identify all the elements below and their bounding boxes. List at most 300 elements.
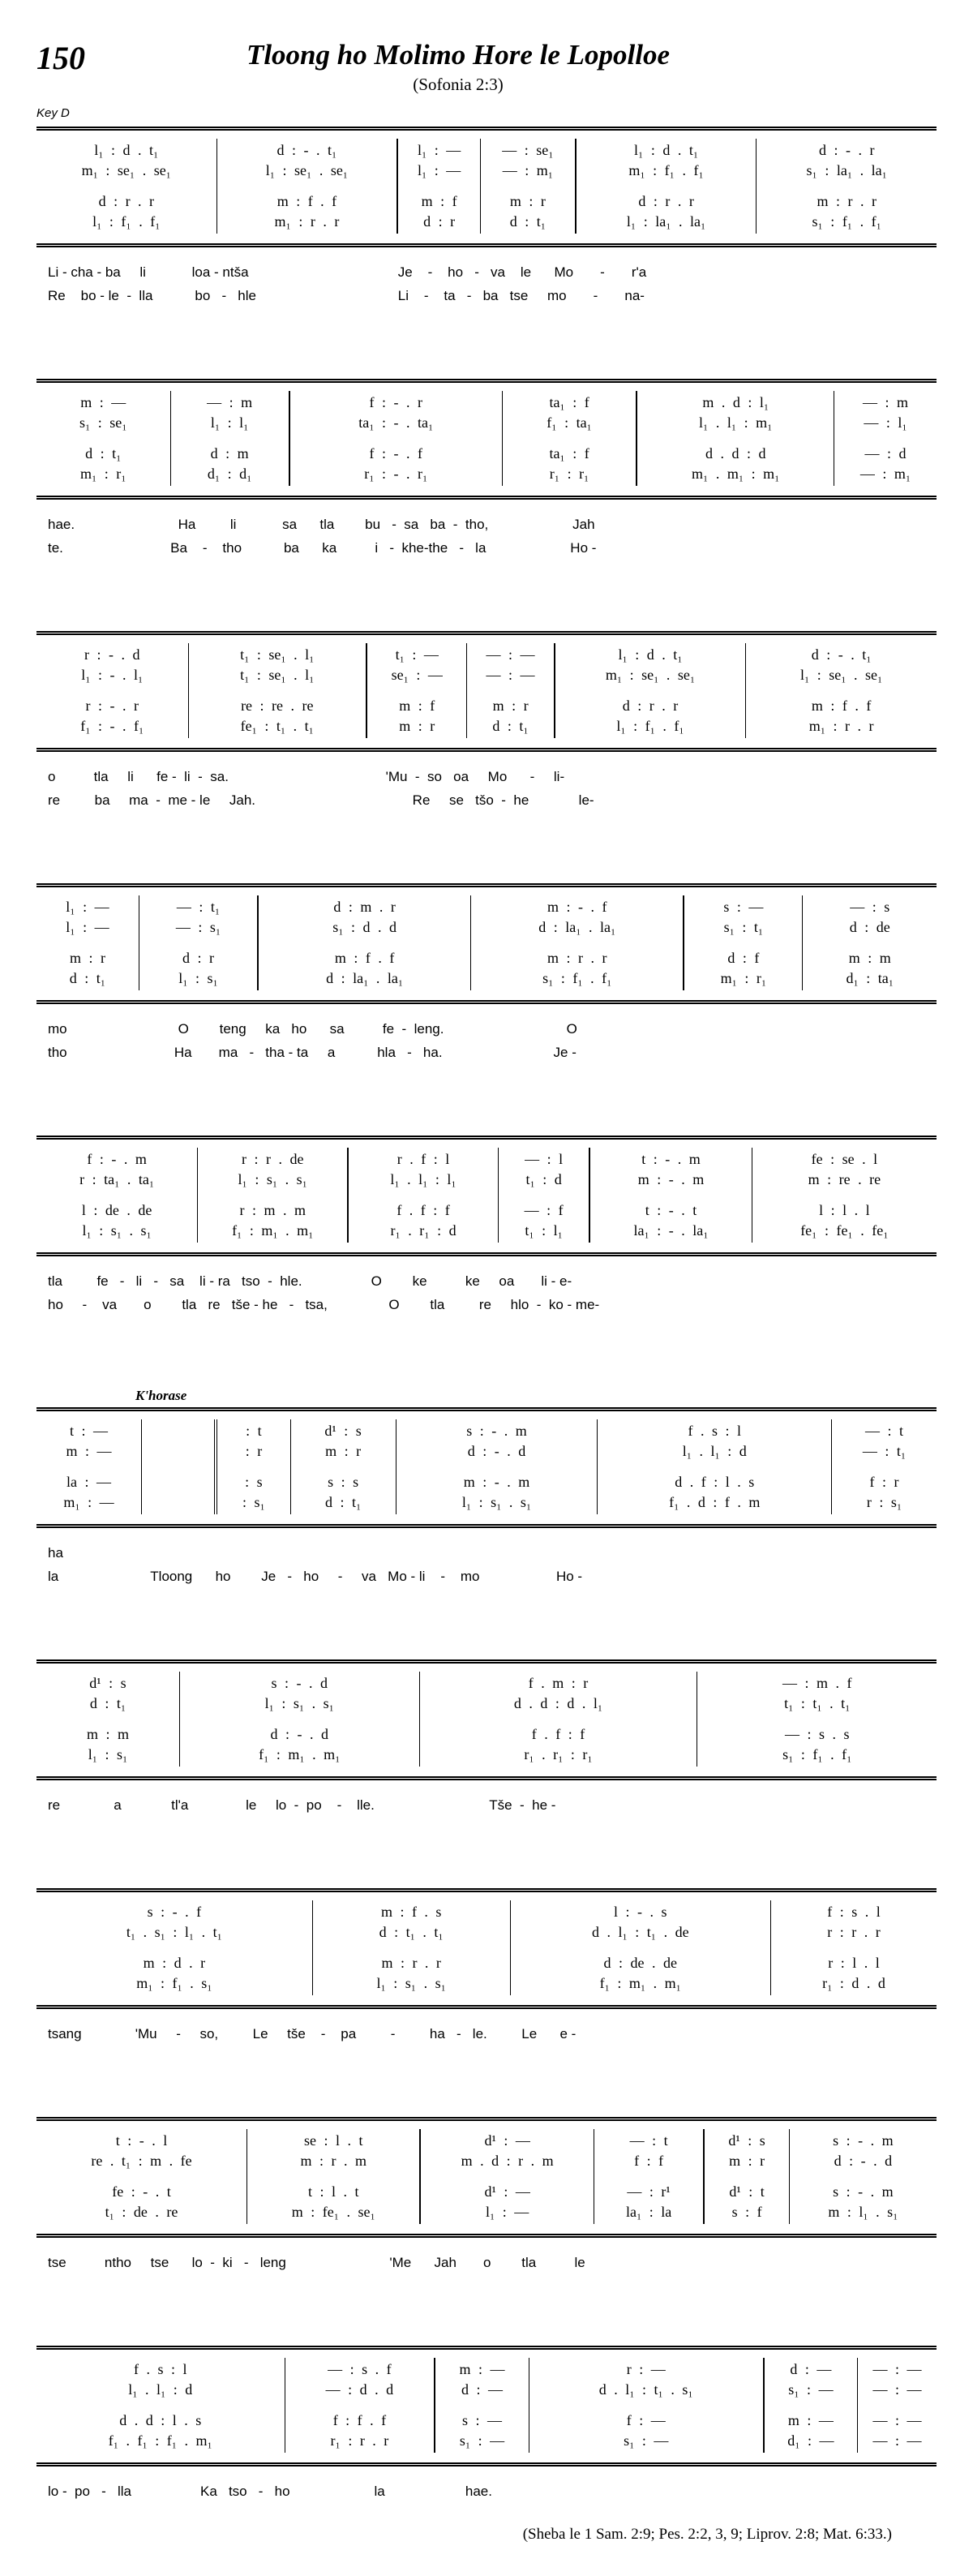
solfa-bass: l₁ : s₁ . s₁ [82,1222,152,1239]
solfa-bass: s₁ : f₁ . f₁ [542,970,612,986]
solfa-bass: f₁ : m₁ . m₁ [599,1975,681,1991]
solfa-tenor: ta₁ : f [549,445,589,462]
measure-cell [434,2358,528,2453]
solfa-bass: r₁ . r₁ : d [390,1222,456,1239]
solfa-tenor: d : r . r [638,193,694,209]
solfa-soprano: d¹ : s [324,1423,362,1439]
solfa-bass: t₁ : de . re [105,2204,178,2220]
lyrics-line: ho - va o tla re tše - he - tsa, O tla re hlo - ko - me- [48,1297,600,1312]
solfa-soprano: d¹ : — [484,2132,530,2149]
solfa-soprano: f : - . r [369,394,422,410]
solfa-tenor: d : r [182,950,214,966]
solfa-alto: d : — [461,2381,503,2398]
solfa-alto: ta₁ : - . ta₁ [358,414,434,431]
solfa-tenor: t : l . t [308,2183,359,2200]
solfa-alto: l₁ : l₁ [210,414,249,431]
solfa-tenor: d : r . r [622,698,679,714]
solfa-tenor: m : r [509,193,546,209]
solfa-alto: s₁ : se₁ [79,414,127,431]
solfa-alto: m : r [325,1443,362,1459]
solfa-alto: l₁ : se₁ . se₁ [800,667,883,683]
lyrics-line: mo O teng ka ho sa fe - leng. O [48,1021,577,1037]
solfa-alto: d . d : d . l₁ [513,1695,603,1711]
lyrics-line: re ba ma - me - le Jah. Re se tšo - he le- [48,792,594,808]
solfa-bass: r₁ : r . r [330,2432,389,2449]
solfa-soprano: se : l . t [304,2132,363,2149]
measure-cell [834,391,937,486]
solfa-alto: s₁ : t₁ [723,919,764,935]
solfa-soprano: f . m : r [528,1675,589,1691]
solfa-bass: m₁ : r . r [808,718,874,734]
solfa-soprano: t : - . l [115,2132,168,2149]
solfa-soprano: — : m [207,394,253,410]
lyrics-line: Re bo - le - lla bo - hle Li - ta - ba tse mo - na- [48,288,645,303]
staff-box [36,127,937,247]
solfa-bass: d : t₁ [69,970,106,986]
measure-cell [36,1672,179,1767]
system-5 [36,1136,937,1316]
solfa-soprano: l₁ : d . t₁ [634,142,699,158]
measure-cell [257,895,470,990]
solfa-tenor: f . f : f [396,1202,450,1218]
solfa-alto: se₁ : — [391,667,443,683]
measure-cell [419,2129,593,2224]
solfa-bass: s₁ : — [624,2432,669,2449]
lyrics [36,1793,937,1817]
page-title: Tloong ho Molimo Hore le Lopolloe [246,39,671,71]
solfa-alto: — : m₁ [502,162,553,178]
solfa-soprano: — : — [872,2361,922,2377]
hymn-number: 150 [36,40,85,76]
measure-cell [554,643,746,738]
solfa-soprano: : t [246,1423,262,1439]
solfa-soprano: fe : se . l [811,1151,878,1167]
system-9 [36,2117,937,2274]
measure-cell [197,1148,347,1243]
solfa-soprano: — : t [865,1423,904,1439]
solfa-soprano: — : m . f [782,1675,852,1691]
lyrics [36,260,937,307]
solfa-tenor: d : m [210,445,249,462]
lyrics-line: tla fe - li - sa li - ra tso - hle. O ke ke oa li - e- [48,1273,572,1289]
staff-box [36,883,937,1004]
solfa-bass: s₁ : — [459,2432,505,2449]
solfa-alto: — : — [486,667,535,683]
solfa-bass: r₁ . r₁ : r₁ [524,1746,593,1762]
solfa-bass: d : t₁ [324,1494,362,1510]
solfa-tenor: re : re . re [241,698,314,714]
solfa-tenor: f : — [626,2412,666,2428]
solfa-bass: s₁ : f₁ . f₁ [812,213,881,230]
solfa-alto: d . l₁ : t₁ . s₁ [598,2381,693,2398]
staff-box [36,1407,937,1528]
solfa-soprano: — : t₁ [176,899,221,915]
solfa-alto: t₁ : t₁ . t₁ [784,1695,851,1711]
solfa-alto: d : - . d [834,2153,893,2169]
measure-cell [510,1900,770,1995]
lyrics [36,2479,937,2503]
solfa-tenor: r : - . r [85,698,139,714]
measure-cell [36,1148,197,1243]
music-systems [36,127,937,2503]
solfa-soprano: m : — [80,394,126,410]
solfa-soprano: m : — [459,2361,505,2377]
system-6 [36,1388,937,1588]
solfa-tenor: m : f . f [276,193,337,209]
measure-cell [419,1672,697,1767]
measure-cell [745,643,937,738]
solfa-tenor: d . f : l . s [675,1474,755,1490]
solfa-tenor: la : — [66,1474,111,1490]
title-wrap [126,39,937,95]
solfa-tenor: l : de . de [81,1202,152,1218]
solfa-alto: l₁ : s₁ . s₁ [264,1695,334,1711]
solfa-tenor: m : r [492,698,529,714]
footer-citation: (Sheba le 1 Sam. 2:9; Pes. 2:2, 3, 9; Liprov. 2:8; Mat. 6:33.) [522,2526,892,2543]
solfa-tenor: d . d : l . s [119,2412,202,2428]
solfa-tenor: d : de . de [603,1955,678,1971]
solfa-bass: l₁ : — [486,2204,529,2220]
solfa-soprano: — : m [863,394,909,410]
solfa-tenor: d : f [727,950,760,966]
measure-cell [170,391,289,486]
solfa-tenor: — : f [524,1202,564,1218]
solfa-bass: d : r [423,213,456,230]
solfa-bass: d : t₁ [492,718,529,734]
lyrics [36,1541,937,1588]
solfa-soprano: s : - . m [833,2132,894,2149]
lyrics-line: tsang 'Mu - so, Le tše - pa - ha - le. Le e - [48,2026,577,2041]
solfa-alto: — : d . d [325,2381,394,2398]
solfa-tenor: fe : - . t [112,2183,171,2200]
solfa-alto: l₁ : — [66,919,109,935]
solfa-bass: la₁ : la [625,2204,672,2220]
measure-cell [36,1900,312,1995]
system-8 [36,1888,937,2046]
measure-cell [36,139,216,234]
solfa-bass: d : t₁ [509,213,546,230]
measure-cell [703,2129,788,2224]
solfa-soprano: l₁ : — [417,142,461,158]
staff-box [36,1888,937,2009]
solfa-tenor: — : s . s [784,1726,850,1742]
solfa-tenor: f : - . f [369,445,422,462]
system-1 [36,127,937,307]
solfa-bass: l₁ : la₁ . la₁ [626,213,706,230]
measure-cell [285,2358,435,2453]
measure-cell [289,391,502,486]
solfa-bass: d₁ : ta₁ [846,970,894,986]
solfa-alto: l₁ . l₁ : l₁ [390,1171,456,1187]
solfa-bass: : s₁ [242,1494,265,1510]
staff-box [36,1136,937,1256]
solfa-alto: — : — [872,2381,922,2398]
lyrics [36,1017,937,1064]
solfa-bass: fe₁ : t₁ . t₁ [240,718,314,734]
solfa-soprano: f : s . l [827,1904,881,1920]
solfa-alto: f : f [634,2153,664,2169]
solfa-alto: re . t₁ : m . fe [91,2153,192,2169]
lyrics [36,2251,937,2274]
measure-cell [396,139,480,234]
lyrics [36,2022,937,2046]
solfa-tenor: f : f . f [332,2412,387,2428]
solfa-bass: m₁ : r₁ [720,970,767,986]
measure-cell [589,1148,751,1243]
solfa-bass: d₁ : d₁ [207,466,252,482]
solfa-soprano: ta₁ : f [549,394,589,410]
solfa-bass: r₁ : d . d [822,1975,885,1991]
solfa-soprano: — : s [850,899,890,915]
solfa-bass: f₁ : m₁ . m₁ [259,1746,341,1762]
solfa-alto: m : - . m [637,1171,705,1187]
solfa-soprano: f : - . m [87,1151,147,1167]
solfa-soprano: d¹ : s [728,2132,765,2149]
solfa-soprano: f . s : l [688,1423,742,1439]
solfa-alto: s₁ : d . d [332,919,397,935]
measure-cell [312,1900,510,1995]
solfa-tenor: m : f . f [811,698,872,714]
solfa-alto: d . l₁ : t₁ . de [592,1924,689,1940]
solfa-soprano: f . s : l [134,2361,187,2377]
solfa-soprano: — : s . f [328,2361,392,2377]
solfa-alto: l₁ : se₁ . se₁ [265,162,349,178]
measure-cell [752,1148,937,1243]
measure-cell [575,139,757,234]
solfa-tenor: m : - . m [463,1474,530,1490]
measure-cell [597,1419,831,1514]
solfa-tenor: m : f [399,698,435,714]
solfa-soprano: d¹ : s [89,1675,126,1691]
solfa-tenor: l : l . l [819,1202,870,1218]
measure-cell [789,2129,937,2224]
solfa-tenor: m : d . r [143,1955,206,1971]
lyrics [36,765,937,812]
solfa-bass: l₁ : f₁ . f₁ [92,213,161,230]
solfa-bass: t₁ : l₁ [525,1222,563,1239]
measure-cell [188,643,366,738]
solfa-tenor: m : r [69,950,105,966]
scripture-reference: (Sofonia 2:3) [413,75,504,94]
measure-cell [36,895,139,990]
solfa-alto: — : s₁ [175,919,221,935]
solfa-soprano: t₁ : se₁ . l₁ [240,646,315,663]
measure-cell [498,1148,589,1243]
solfa-alto: t₁ : se₁ . l₁ [240,667,315,683]
lyrics [36,513,937,560]
solfa-soprano: t : — [69,1423,108,1439]
solfa-soprano: d : - . t₁ [811,646,872,663]
lyrics-line: ha [48,1545,63,1561]
solfa-alto: s₁ : la₁ . la₁ [806,162,887,178]
staff-box [36,1659,937,1780]
solfa-alto: r : r . r [827,1924,881,1940]
solfa-bass: r₁ : r₁ [549,466,589,482]
solfa-tenor: d¹ : t [729,2183,765,2200]
solfa-bass: f₁ . f₁ : f₁ . m₁ [108,2432,212,2449]
solfa-bass: f₁ . d : f . m [669,1494,761,1510]
solfa-alto: — : l₁ [864,414,907,431]
measure-cell [466,643,553,738]
solfa-soprano: — : — [486,646,535,663]
solfa-tenor: s : — [461,2412,502,2428]
solfa-bass: l₁ : f₁ . f₁ [616,718,684,734]
solfa-alto: s₁ : — [788,2381,834,2398]
measure-cell [396,1419,598,1514]
solfa-alto: t₁ . s₁ : l₁ . t₁ [126,1924,222,1940]
solfa-tenor: m : f [421,193,457,209]
solfa-tenor: r : m . m [239,1202,306,1218]
solfa-alto: d : la₁ . la₁ [538,919,616,935]
measure-cell [141,1419,214,1514]
solfa-soprano: t₁ : — [395,646,439,663]
solfa-soprano: s : - . d [271,1675,328,1691]
solfa-alto: d : - . d [467,1443,526,1459]
staff-box [36,2117,937,2238]
staff-box [36,2346,937,2467]
measure-cell [36,2129,246,2224]
solfa-bass: la₁ : - . la₁ [633,1222,709,1239]
solfa-soprano: m : f . s [380,1904,442,1920]
solfa-bass: d₁ : — [787,2432,834,2449]
system-10 [36,2346,937,2503]
solfa-tenor: m : r . r [381,1955,441,1971]
measure-cell [594,2129,704,2224]
measure-cell [802,895,937,990]
solfa-alto: t₁ : d [525,1171,562,1187]
solfa-tenor: m : — [787,2412,834,2428]
solfa-alto: f₁ : ta₁ [547,414,592,431]
measure-cell [139,895,257,990]
lyrics-line: lo - po - lla Ka tso - ho la hae. [48,2484,492,2499]
solfa-soprano: d : m . r [333,899,396,915]
solfa-bass: m : l₁ . s₁ [828,2204,898,2220]
solfa-alto: l₁ : - . l₁ [81,667,144,683]
measure-cell [36,2358,285,2453]
solfa-soprano: r : - . d [84,646,140,663]
measure-cell [529,2358,763,2453]
lyrics-line: te. Ba - tho ba ka i - khe-the - la Ho - [48,540,597,556]
solfa-soprano: — : l [525,1151,564,1167]
solfa-alto: l₁ . l₁ : m₁ [699,414,773,431]
solfa-tenor: r : l . l [828,1955,880,1971]
solfa-tenor: — : — [872,2412,922,2428]
solfa-alto: m . d : r . m [461,2153,554,2169]
measure-cell [756,139,937,234]
solfa-bass: m : fe₁ . se₁ [291,2204,375,2220]
staff-box [36,379,937,500]
solfa-bass: m : r [399,718,435,734]
lyrics-line: o tla li fe - li - sa. 'Mu - so oa Mo - li- [48,769,565,784]
solfa-alto: m₁ : se₁ . se₁ [605,667,696,683]
solfa-bass: m₁ : r₁ [79,466,126,482]
solfa-soprano: r : r . de [241,1151,304,1167]
solfa-bass: fe₁ : fe₁ . fe₁ [800,1222,889,1239]
solfa-tenor: m : r . r [547,950,607,966]
solfa-soprano: l₁ : d . t₁ [94,142,159,158]
solfa-soprano: d : - . r [818,142,875,158]
solfa-bass: — : — [872,2432,922,2449]
solfa-alto: l₁ : — [417,162,461,178]
solfa-bass: — : m₁ [859,466,911,482]
solfa-bass: l₁ : s₁ . s₁ [461,1494,532,1510]
solfa-bass: m₁ : r . r [274,213,340,230]
solfa-soprano: s : - . f [147,1904,202,1920]
measure-cell [347,1148,498,1243]
measure-cell [214,1419,289,1514]
lyrics-line: Li - cha - ba li loa - ntša Je - ho - va le Mo - r'a [48,264,647,280]
solfa-bass: m₁ : f₁ . s₁ [136,1975,212,1991]
solfa-bass: l₁ : s₁ . s₁ [376,1975,446,1991]
measure-cell [36,643,188,738]
lyrics-line: la Tloong ho Je - ho - va Mo - li - mo Ho - [48,1569,583,1584]
solfa-alto: m₁ : se₁ . se₁ [81,162,171,178]
solfa-tenor: s : - . m [833,2183,894,2200]
solfa-soprano: r . f : l [396,1151,450,1167]
solfa-soprano: m : - . f [547,899,607,915]
measure-cell [216,139,397,234]
measure-cell [857,2358,937,2453]
solfa-alto: — : t₁ [862,1443,907,1459]
measure-cell [480,139,575,234]
measure-cell [763,2358,857,2453]
solfa-alto: m : re . re [808,1171,881,1187]
solfa-soprano: r : — [626,2361,666,2377]
solfa-alto: d : t₁ . t₁ [379,1924,444,1940]
solfa-alto: r : ta₁ . ta₁ [79,1171,155,1187]
solfa-alto: d : de [849,919,890,935]
solfa-soprano: s : — [723,899,764,915]
staff-box [36,631,937,752]
solfa-soprano: m . d : l₁ [702,394,769,410]
measure-cell [366,643,466,738]
solfa-tenor: m : m [86,1726,129,1742]
measure-cell [683,895,802,990]
solfa-soprano: d : - . t₁ [276,142,337,158]
solfa-bass: f₁ : m₁ . m₁ [232,1222,314,1239]
measure-cell [179,1672,419,1767]
solfa-soprano: d : — [790,2361,832,2377]
system-7 [36,1659,937,1817]
solfa-tenor: s : s [328,1474,359,1490]
lyrics [36,1269,937,1316]
lyrics-line: tho Ha ma - tha - ta a hla - ha. Je - [48,1045,577,1060]
solfa-alto: l₁ . l₁ : d [128,2381,193,2398]
solfa-bass: l₁ : s₁ [178,970,218,986]
solfa-tenor: — : d [864,445,907,462]
measure-cell [502,391,637,486]
solfa-alto: m : r . m [300,2153,367,2169]
solfa-tenor: t : - . t [645,1202,697,1218]
measure-cell [36,391,170,486]
measure-cell [770,1900,937,1995]
measure-cell [36,1419,141,1514]
solfa-bass: r : s₁ [866,1494,902,1510]
key-signature: Key D [36,106,70,120]
chorus-label: K'horase [135,1388,187,1403]
solfa-tenor: d : t₁ [85,445,122,462]
solfa-bass: m₁ : — [63,1494,114,1510]
solfa-bass: r₁ : - . r₁ [364,466,428,482]
solfa-tenor: m : f . f [334,950,395,966]
solfa-alto: m : r [729,2153,765,2169]
solfa-soprano: s : - . m [466,1423,527,1439]
solfa-soprano: l : - . s [614,1904,667,1920]
measure-cell [290,1419,396,1514]
solfa-tenor: : s [245,1474,263,1490]
solfa-bass: f₁ : - . f₁ [80,718,144,734]
solfa-soprano: l₁ : — [66,899,109,915]
